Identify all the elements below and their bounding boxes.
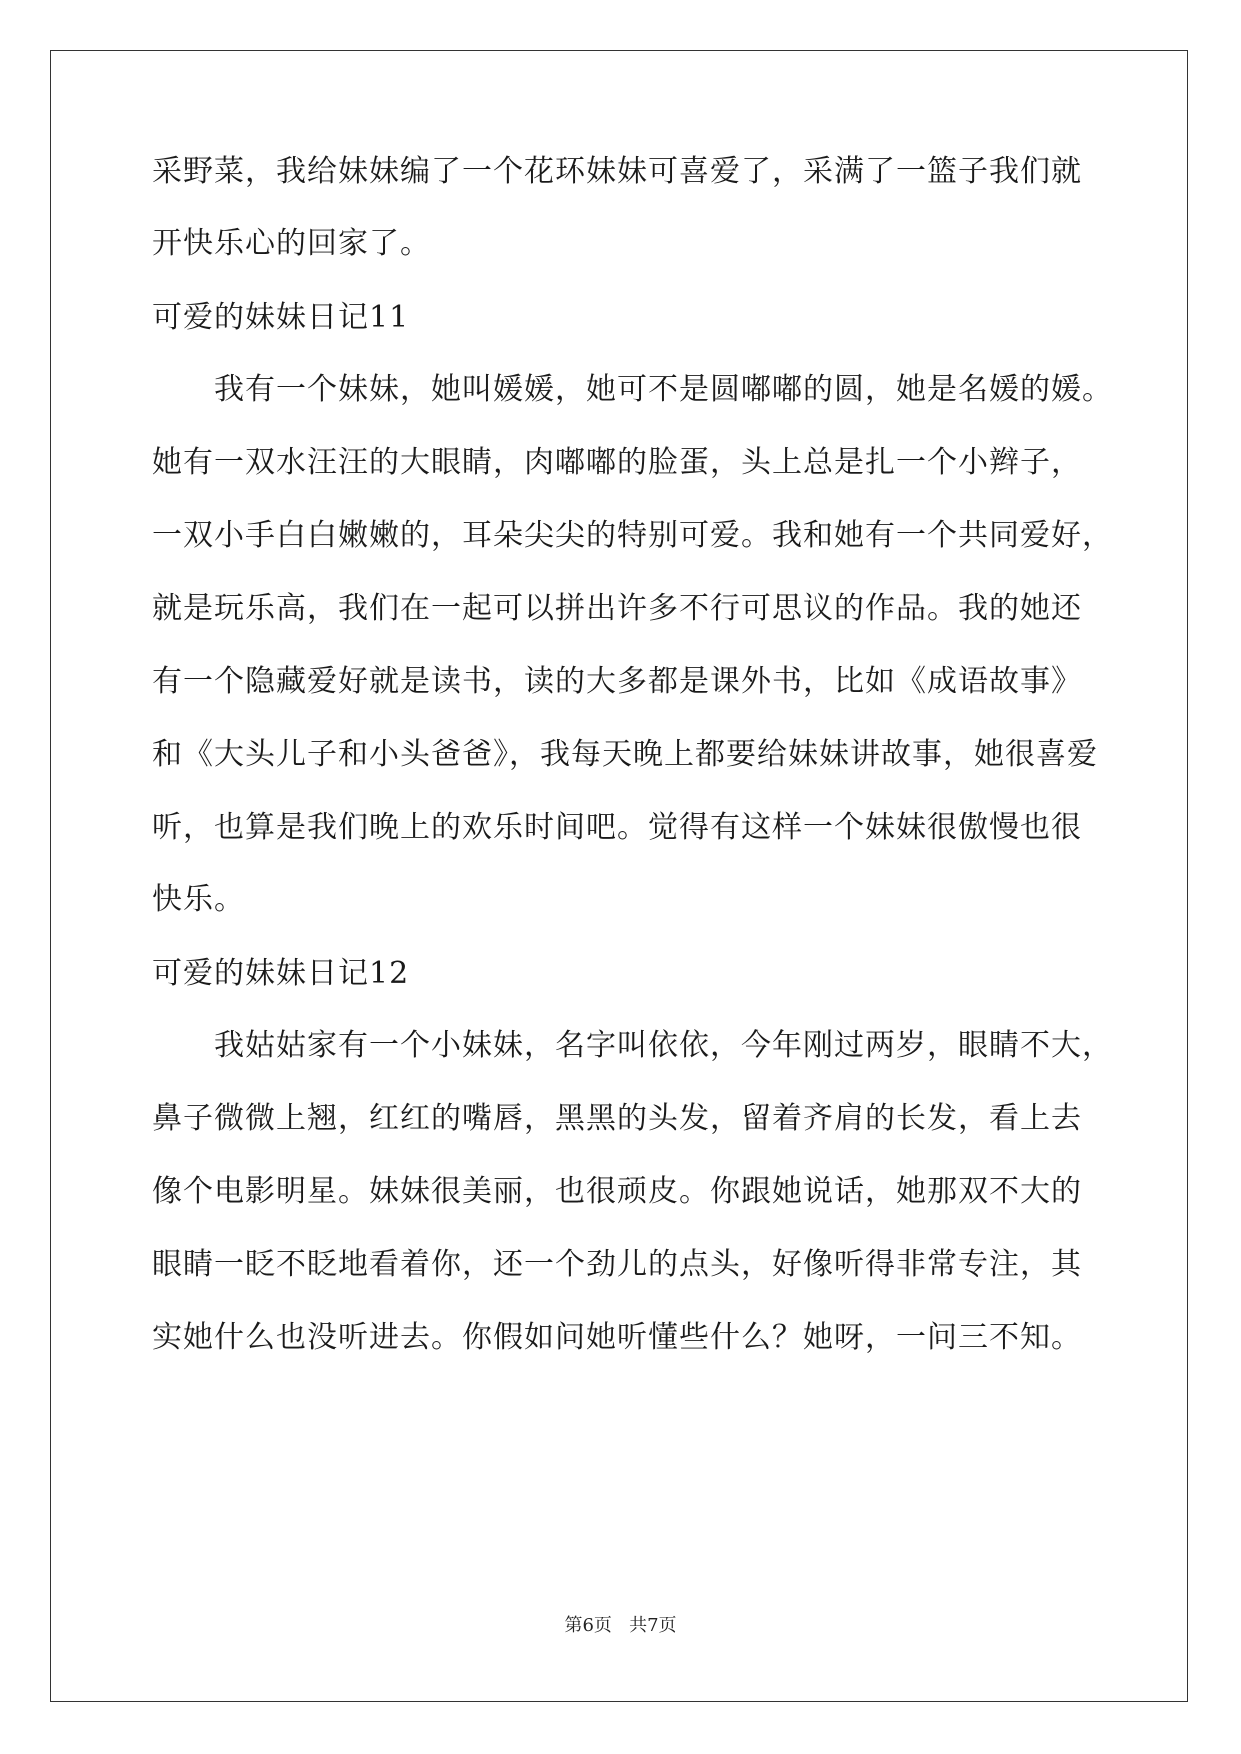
paragraph-start-line: 我有一个妹妹，她叫媛媛，她可不是圆嘟嘟的圆，她是名媛的媛。: [214, 372, 1113, 407]
diary-heading: 可爱的妹妹日记11: [152, 300, 410, 335]
body-text-line: 像个电影明星。妹妹很美丽，也很顽皮。你跟她说话，她那双不大的: [152, 1174, 1082, 1209]
body-text-line: 实她什么也没听进去。你假如问她听懂些什么？她呀，一问三不知。: [152, 1320, 1082, 1355]
body-text-line: 和《大头儿子和小头爸爸》，我每天晚上都要给妹妹讲故事，她很喜爱: [152, 737, 1098, 772]
diary-heading: 可爱的妹妹日记12: [152, 956, 410, 991]
body-text-line: 听，也算是我们晚上的欢乐时间吧。觉得有这样一个妹妹很傲慢也很: [152, 810, 1082, 845]
body-text-line: 鼻子微微上翘，红红的嘴唇，黑黑的头发，留着齐肩的长发，看上去: [152, 1101, 1082, 1136]
page-number-footer: 第6页 共7页: [564, 1615, 677, 1636]
body-text-line: 一双小手白白嫩嫩的，耳朵尖尖的特别可爱。我和她有一个共同爱好，: [152, 518, 1113, 553]
body-text-line: 就是玩乐高，我们在一起可以拼出许多不行可思议的作品。我的她还: [152, 591, 1082, 626]
body-text-line: 采野菜，我给妹妹编了一个花环妹妹可喜爱了，采满了一篮子我们就: [152, 154, 1082, 189]
body-text-line: 眼睛一眨不眨地看着你，还一个劲儿的点头，好像听得非常专注，其: [152, 1247, 1082, 1282]
body-text-line: 快乐。: [152, 882, 245, 917]
body-text-line: 她有一双水汪汪的大眼睛，肉嘟嘟的脸蛋，头上总是扎一个小辫子，: [152, 445, 1082, 480]
paragraph-start-line: 我姑姑家有一个小妹妹，名字叫依依，今年刚过两岁，眼睛不大，: [214, 1028, 1113, 1063]
body-text-line: 有一个隐藏爱好就是读书，读的大多都是课外书，比如《成语故事》: [152, 664, 1082, 699]
body-text-line: 开快乐心的回家了。: [152, 226, 431, 261]
